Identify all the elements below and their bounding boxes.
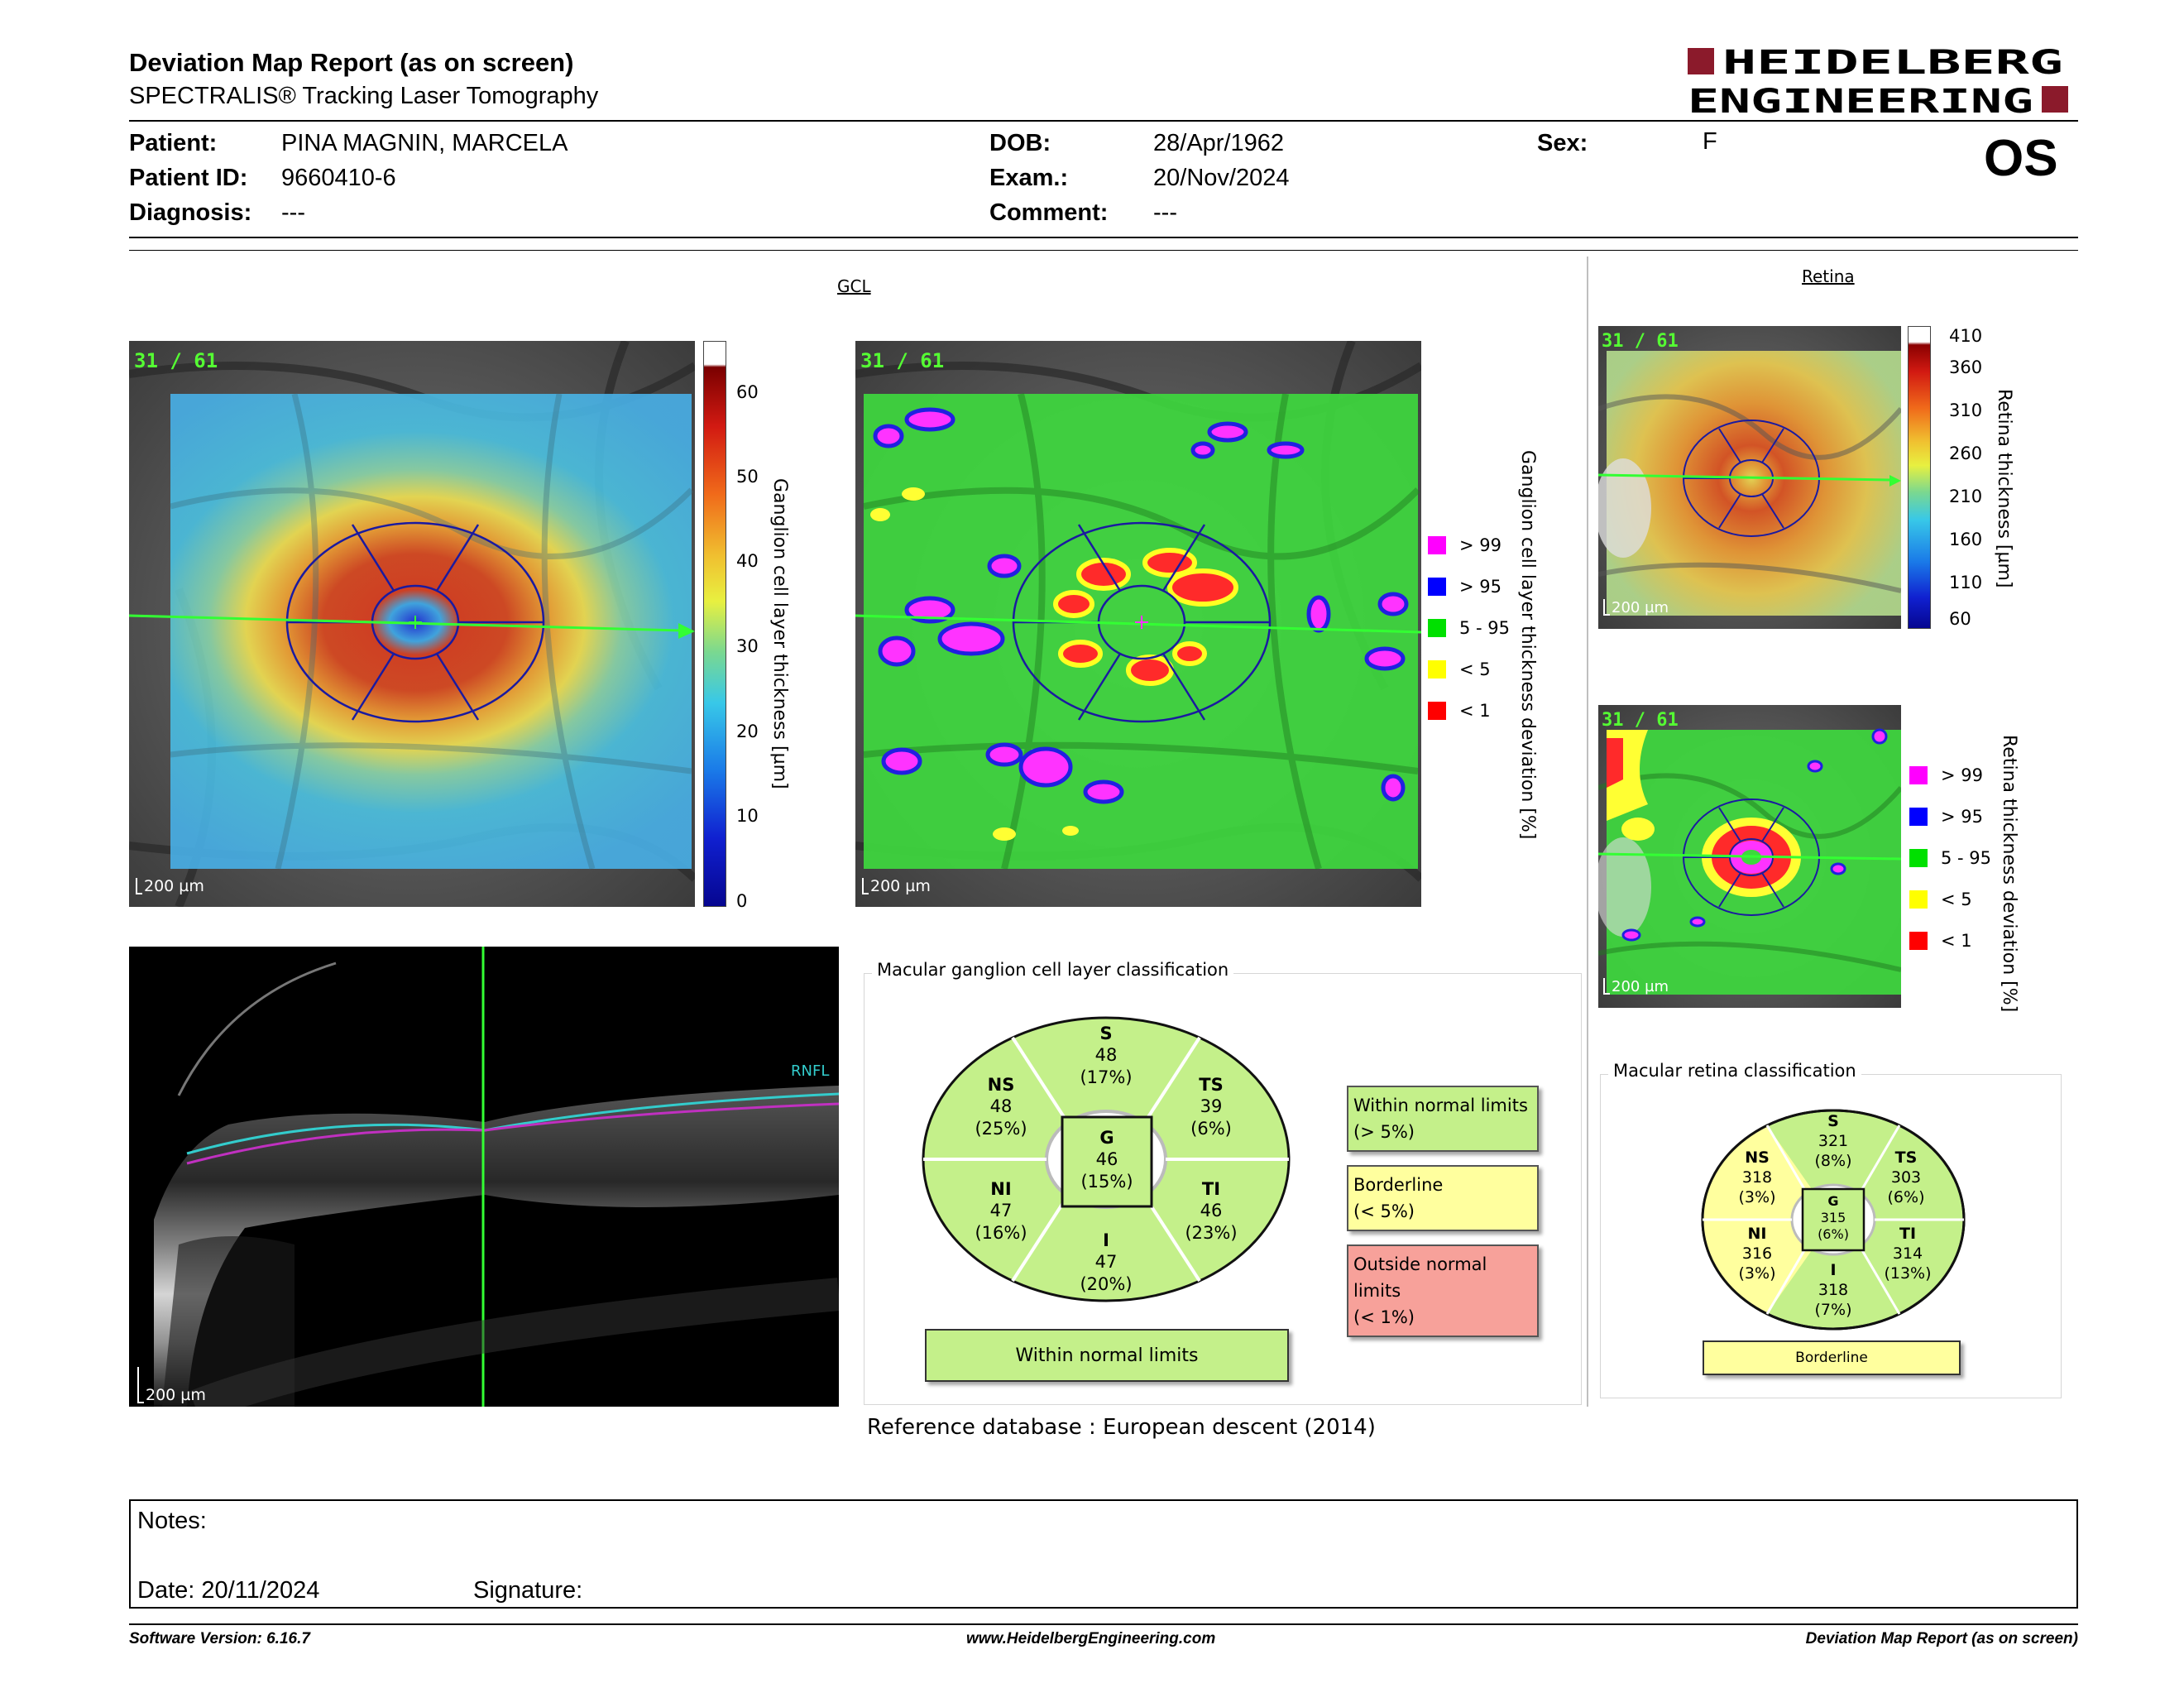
rnfl-layer-label: RNFL	[791, 1062, 830, 1080]
tick-label: 60	[736, 382, 759, 402]
gcl-deviation-scale: 200 µm	[862, 877, 931, 895]
info-rule-1	[129, 237, 2078, 238]
date-label: Date: 20/11/2024	[137, 1577, 320, 1604]
comment-label: Comment:	[989, 199, 1109, 226]
legend-item: < 5	[1909, 879, 1991, 920]
gcl-counter: 31 / 61	[134, 349, 218, 372]
sector-ns: NS 48 (25%)	[975, 1075, 1027, 1139]
tick-label: 310	[1949, 400, 1983, 420]
legend-item: > 99	[1428, 525, 1510, 566]
sector-ns: NS 318 (3%)	[1738, 1149, 1776, 1206]
website: www.HeidelbergEngineering.com	[966, 1630, 1216, 1647]
info-rule-2	[129, 250, 2078, 251]
tick-label: 360	[1949, 357, 1983, 377]
retina-thickness-map[interactable]	[1598, 326, 1901, 629]
section-divider	[1587, 257, 1588, 1407]
retina-thickness-colorbar	[1908, 326, 1931, 629]
retina-classification-title: Macular retina classification	[1608, 1061, 1861, 1081]
sector-ti: TI 314 (13%)	[1884, 1225, 1932, 1283]
brand-line-1: HEIDELBERG	[1722, 46, 2063, 82]
notes-box[interactable]	[129, 1499, 2078, 1609]
legend-item: 5 - 95	[1909, 837, 1991, 879]
dob-label: DOB:	[989, 130, 1051, 156]
tick-label: 10	[736, 806, 759, 826]
sector-ni: NI 316 (3%)	[1738, 1225, 1776, 1283]
legend-within-normal: Within normal limits (> 5%)	[1347, 1086, 1539, 1152]
heidelberg-logo	[1688, 46, 2068, 117]
sector-g: G 315 (6%)	[1818, 1193, 1849, 1242]
exam-value: 20/Nov/2024	[1153, 165, 1290, 191]
report-subtitle: SPECTRALIS® Tracking Laser Tomography	[129, 83, 599, 109]
patient-label: Patient:	[129, 130, 218, 156]
sector-i: I 47 (20%)	[1080, 1230, 1133, 1294]
sector-ni: NI 47 (16%)	[975, 1179, 1027, 1243]
gcl-map-scale: 200 µm	[136, 877, 204, 895]
eye-indicator: OS	[1984, 130, 2058, 187]
gcl-thickness-axis-label: Ganglion cell layer thickness [µm]	[769, 478, 790, 789]
retina-classification-result: Borderline	[1703, 1340, 1961, 1375]
tick-label: 210	[1949, 487, 1983, 506]
oct-bscan[interactable]	[129, 947, 839, 1407]
legend-item: < 5	[1428, 649, 1510, 690]
legend-item: 5 - 95	[1428, 607, 1510, 649]
exam-label: Exam.:	[989, 165, 1069, 191]
legend-item: > 99	[1909, 755, 1991, 796]
sector-s: S 48 (17%)	[1080, 1024, 1133, 1087]
brand-line-2: ENGINEERING	[1688, 83, 2033, 117]
retina-thickness-ticks	[1949, 326, 1990, 629]
footer-rule	[129, 1623, 2078, 1625]
retina-deviation-map[interactable]	[1598, 705, 1901, 1008]
retina-deviation-axis-label: Retina thickness deviation [%]	[1999, 735, 2019, 1013]
sector-i: I 318 (7%)	[1814, 1261, 1852, 1319]
gcl-thickness-map[interactable]	[129, 341, 695, 907]
retina-sector-chart	[1701, 1109, 1966, 1331]
tick-label: 60	[1949, 609, 1971, 629]
diagnosis-value: ---	[281, 199, 305, 226]
tick-label: 50	[736, 467, 759, 487]
gcl-deviation-axis-label: Ganglion cell layer thickness deviation [%]	[1517, 450, 1538, 840]
gcl-sector-chart	[922, 1016, 1291, 1302]
patient-name: PINA MAGNIN, MARCELA	[281, 130, 568, 156]
legend-item: < 1	[1428, 690, 1510, 731]
legend-item: < 1	[1909, 920, 1991, 961]
sex-value: F	[1703, 128, 1717, 155]
sector-g: G 46 (15%)	[1080, 1128, 1133, 1192]
comment-value: ---	[1153, 199, 1177, 226]
retina-deviation-counter: 31 / 61	[1602, 710, 1679, 731]
retina-counter: 31 / 61	[1602, 331, 1679, 352]
sector-ts: TS 39 (6%)	[1190, 1075, 1232, 1139]
gcl-thickness-colorbar	[703, 341, 726, 907]
tick-label: 20	[736, 722, 759, 741]
retina-deviation-scale: 200 µm	[1603, 978, 1669, 995]
reference-database: Reference database : European descent (2014)	[867, 1415, 1376, 1440]
bscan-scale: 200 µm	[137, 1367, 206, 1404]
tick-label: 160	[1949, 530, 1983, 549]
sector-s: S 321 (8%)	[1814, 1112, 1852, 1170]
tick-label: 30	[736, 636, 759, 656]
legend-item: > 95	[1909, 796, 1991, 837]
sex-label: Sex:	[1537, 130, 1588, 156]
legend-item: > 95	[1428, 566, 1510, 607]
tick-label: 0	[736, 891, 748, 911]
gcl-deviation-counter: 31 / 61	[860, 349, 945, 372]
diagnosis-label: Diagnosis:	[129, 199, 252, 226]
dob-value: 28/Apr/1962	[1153, 130, 1285, 156]
retina-thickness-axis-label: Retina thickness [µm]	[1994, 389, 2014, 588]
gcl-deviation-map[interactable]	[855, 341, 1421, 907]
report-title: Deviation Map Report (as on screen)	[129, 48, 574, 77]
patient-id-label: Patient ID:	[129, 165, 248, 191]
legend-outside-normal: Outside normal limits (< 1%)	[1347, 1244, 1539, 1337]
retina-section-title: Retina	[1802, 266, 1855, 286]
software-version: Software Version: 6.16.7	[129, 1630, 310, 1647]
sector-ti: TI 46 (23%)	[1185, 1179, 1238, 1243]
gcl-section-title: GCL	[837, 276, 871, 296]
retina-map-scale: 200 µm	[1603, 599, 1669, 616]
footer-report-name: Deviation Map Report (as on screen)	[1805, 1630, 2078, 1647]
signature-label: Signature:	[473, 1577, 583, 1604]
gcl-thickness-ticks	[736, 341, 769, 911]
gcl-classification-title: Macular ganglion cell layer classification	[872, 960, 1233, 980]
patient-id: 9660410-6	[281, 165, 396, 191]
sector-ts: TS 303 (6%)	[1887, 1149, 1925, 1206]
tick-label: 110	[1949, 573, 1983, 592]
tick-label: 40	[736, 551, 759, 571]
retina-deviation-legend	[1909, 755, 1991, 961]
notes-label: Notes:	[137, 1508, 207, 1534]
legend-borderline: Borderline (< 5%)	[1347, 1165, 1539, 1231]
gcl-deviation-legend	[1428, 525, 1510, 731]
tick-label: 410	[1949, 326, 1983, 346]
gcl-classification-result: Within normal limits	[925, 1329, 1289, 1382]
tick-label: 260	[1949, 444, 1983, 463]
header-rule	[129, 120, 2078, 122]
